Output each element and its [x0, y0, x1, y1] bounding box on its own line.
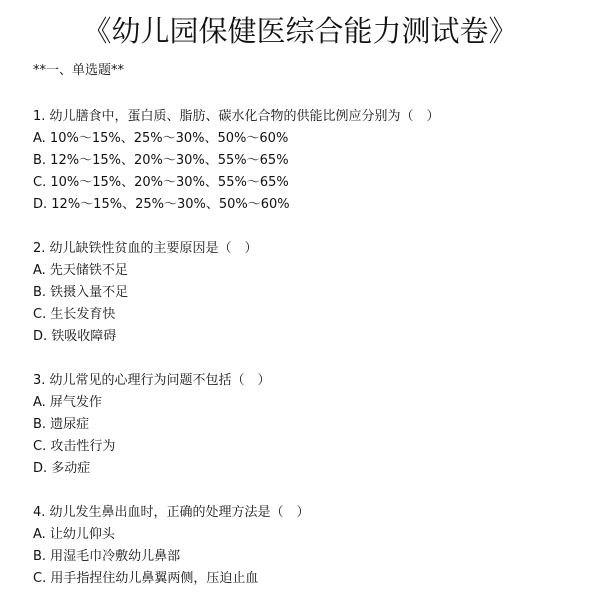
- question-stem: 2. 幼儿缺铁性贫血的主要原因是（ ）: [33, 241, 258, 256]
- question-option-b: B. 遗尿症: [33, 417, 90, 432]
- question-option-c: C. 10%～15%、20%～30%、55%～65%: [33, 175, 289, 190]
- question-option-b: B. 12%～15%、20%～30%、55%～65%: [33, 153, 289, 168]
- question-option-b: B. 用湿毛巾冷敷幼儿鼻部: [33, 549, 181, 564]
- question-option-b: B. 铁摄入量不足: [33, 285, 129, 300]
- question-option-c: C. 生长发育快: [33, 307, 116, 322]
- question-1: [33, 106, 593, 216]
- exam-title: 《幼儿园保健医综合能力测试卷》: [82, 14, 518, 48]
- question-option-a: A. 让幼儿仰头: [33, 527, 115, 542]
- question-option-d: D. 12%～15%、25%～30%、50%～60%: [33, 197, 290, 212]
- question-option-a: A. 10%～15%、25%～30%、50%～60%: [33, 131, 289, 146]
- question-option-a: A. 屏气发作: [33, 395, 102, 410]
- question-option-c: C. 用手指捏住幼儿鼻翼两侧，压迫止血: [33, 571, 259, 586]
- question-stem: 3. 幼儿常见的心理行为问题不包括（ ）: [33, 373, 271, 388]
- question-2: [33, 238, 593, 348]
- question-option-a: A. 先天储铁不足: [33, 263, 128, 278]
- question-stem: 1. 幼儿膳食中，蛋白质、脂肪、碳水化合物的供能比例应分别为（ ）: [33, 109, 440, 124]
- question-option-c: C. 攻击性行为: [33, 439, 116, 454]
- section-heading: **一、单选题**: [33, 63, 125, 78]
- question-stem: 4. 幼儿发生鼻出血时，正确的处理方法是（ ）: [33, 505, 310, 520]
- question-option-d: D. 多动症: [33, 461, 91, 476]
- question-3: [33, 370, 593, 480]
- question-option-d: D. 铁吸收障碍: [33, 329, 117, 344]
- question-4: [33, 502, 593, 590]
